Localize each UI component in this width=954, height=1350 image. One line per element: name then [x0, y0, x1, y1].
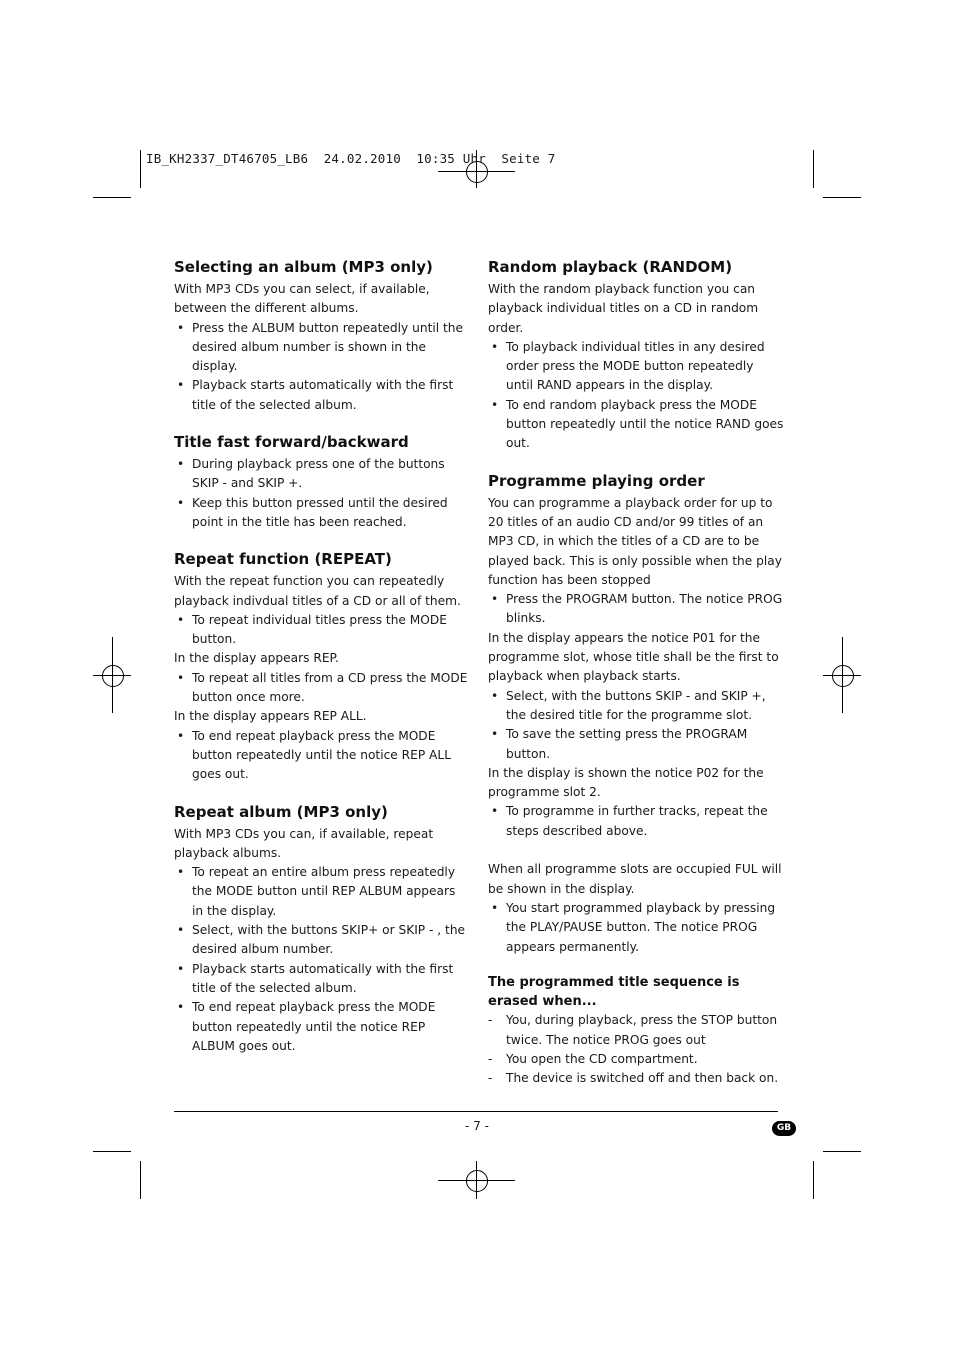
- bullet-list: [488, 802, 784, 841]
- section-heading: Programme playing order: [488, 471, 705, 490]
- paragraph: In the display appears the notice P01 for the programme slot, whose title shall be the first to playback when playback starts.: [488, 630, 779, 684]
- paragraph: You can programme a playback order for up to 20 titles of an audio CD and/or 99 titles of an MP3 CD, in which the titles of a CD are to be played back. This is only possible when the play function has been stopped: [488, 495, 782, 587]
- list-item: - You, during playback, press the STOP button twice. The notice PROG goes out: [488, 1011, 784, 1050]
- section-heading: Selecting an album (MP3 only): [174, 258, 433, 276]
- list-item: • To repeat individual titles press the MODE button.: [174, 611, 470, 650]
- list-item: • Playback starts automatically with the first title of the selected album.: [174, 960, 470, 999]
- paragraph: With the random playback function you can playback individual titles on a CD in random order.: [488, 282, 759, 335]
- bullet-list: [174, 611, 470, 650]
- right-column: [488, 256, 784, 1089]
- bullet-list: [488, 687, 784, 764]
- language-badge: GB: [772, 1121, 796, 1136]
- subheading: The programmed title sequence is erased when...: [488, 974, 740, 1010]
- bullet-list: [174, 319, 470, 415]
- footer-rule: [174, 1111, 778, 1112]
- list-item: • To repeat all titles from a CD press the MODE button once more.: [174, 669, 470, 708]
- paragraph: With MP3 CDs you can, if available, repeat playback albums.: [174, 826, 434, 860]
- paragraph: With the repeat function you can repeatedly playback indivdual titles of a CD or all of them.: [174, 574, 461, 608]
- bullet-list: [174, 863, 470, 1056]
- paragraph: In the display appears REP.: [174, 651, 339, 666]
- section-repeat-album: [174, 801, 470, 1057]
- list-item: • Select, with the buttons SKIP+ or SKIP - , the desired album number.: [174, 921, 470, 960]
- bullet-list: [488, 590, 784, 629]
- bullet-list: [488, 338, 784, 454]
- list-item: • To end repeat playback press the MODE button repeatedly until the notice REP ALBUM goes out.: [174, 998, 470, 1056]
- list-item: • You start programmed playback by pressing the PLAY/PAUSE button. The notice PROG appears permanently.: [488, 899, 784, 957]
- section-fast-forward: [174, 431, 470, 532]
- paragraph: In the display appears REP ALL.: [174, 709, 367, 724]
- list-item: • To programme in further tracks, repeat the steps described above.: [488, 802, 784, 841]
- bullet-list: [488, 899, 784, 957]
- list-item: • To end repeat playback press the MODE button repeatedly until the notice REP ALL goes out.: [174, 727, 470, 785]
- section-selecting-album: [174, 256, 470, 415]
- list-item: • Press the PROGRAM button. The notice PROG blinks.: [488, 590, 784, 629]
- print-slug: IB_KH2337_DT46705_LB6 24.02.2010 10:35 Uhr Seite 7: [146, 151, 556, 166]
- section-heading: Repeat function (REPEAT): [174, 550, 392, 569]
- paragraph: With MP3 CDs you can select, if available, between the different albums.: [174, 282, 430, 316]
- list-item: • Select, with the buttons SKIP - and SKIP +, the desired title for the programme slot.: [488, 687, 784, 726]
- list-item: • To repeat an entire album press repeatedly the MODE button until REP ALBUM appears in the display.: [174, 863, 470, 921]
- paragraph: When all programme slots are occupied FUL will be shown in the display.: [488, 862, 782, 896]
- list-item: • To save the setting press the PROGRAM button.: [488, 725, 784, 764]
- section-heading: Repeat album (MP3 only): [174, 802, 388, 821]
- bullet-list: [174, 727, 470, 785]
- bullet-list: [174, 455, 470, 532]
- list-item: - The device is switched off and then back on.: [488, 1069, 784, 1088]
- section-programme-order: [488, 470, 784, 957]
- list-item: - You open the CD compartment.: [488, 1050, 784, 1069]
- page-number: - 7 -: [465, 1119, 489, 1133]
- bullet-list: [174, 669, 470, 708]
- list-item: • Keep this button pressed until the desired point in the title has been reached.: [174, 494, 470, 533]
- section-random-playback: [488, 256, 784, 454]
- paragraph: In the display is shown the notice P02 for the programme slot 2.: [488, 765, 764, 800]
- section-heading: Random playback (RANDOM): [488, 258, 733, 276]
- left-column: [174, 256, 470, 1072]
- list-item: • To playback individual titles in any desired order press the MODE button repeatedly until RAND appears in the display.: [488, 338, 784, 396]
- list-item: • Playback starts automatically with the first title of the selected album.: [174, 376, 470, 415]
- list-item: • Press the ALBUM button repeatedly until the desired album number is shown in the display.: [174, 319, 470, 377]
- section-erase-conditions: [488, 973, 784, 1089]
- list-item: • During playback press one of the buttons SKIP - and SKIP +.: [174, 455, 470, 494]
- section-heading: Title fast forward/backward: [174, 433, 409, 452]
- dash-list: [488, 1011, 784, 1088]
- section-repeat-function: [174, 548, 470, 784]
- list-item: • To end random playback press the MODE button repeatedly until the notice RAND goes out.: [488, 396, 784, 454]
